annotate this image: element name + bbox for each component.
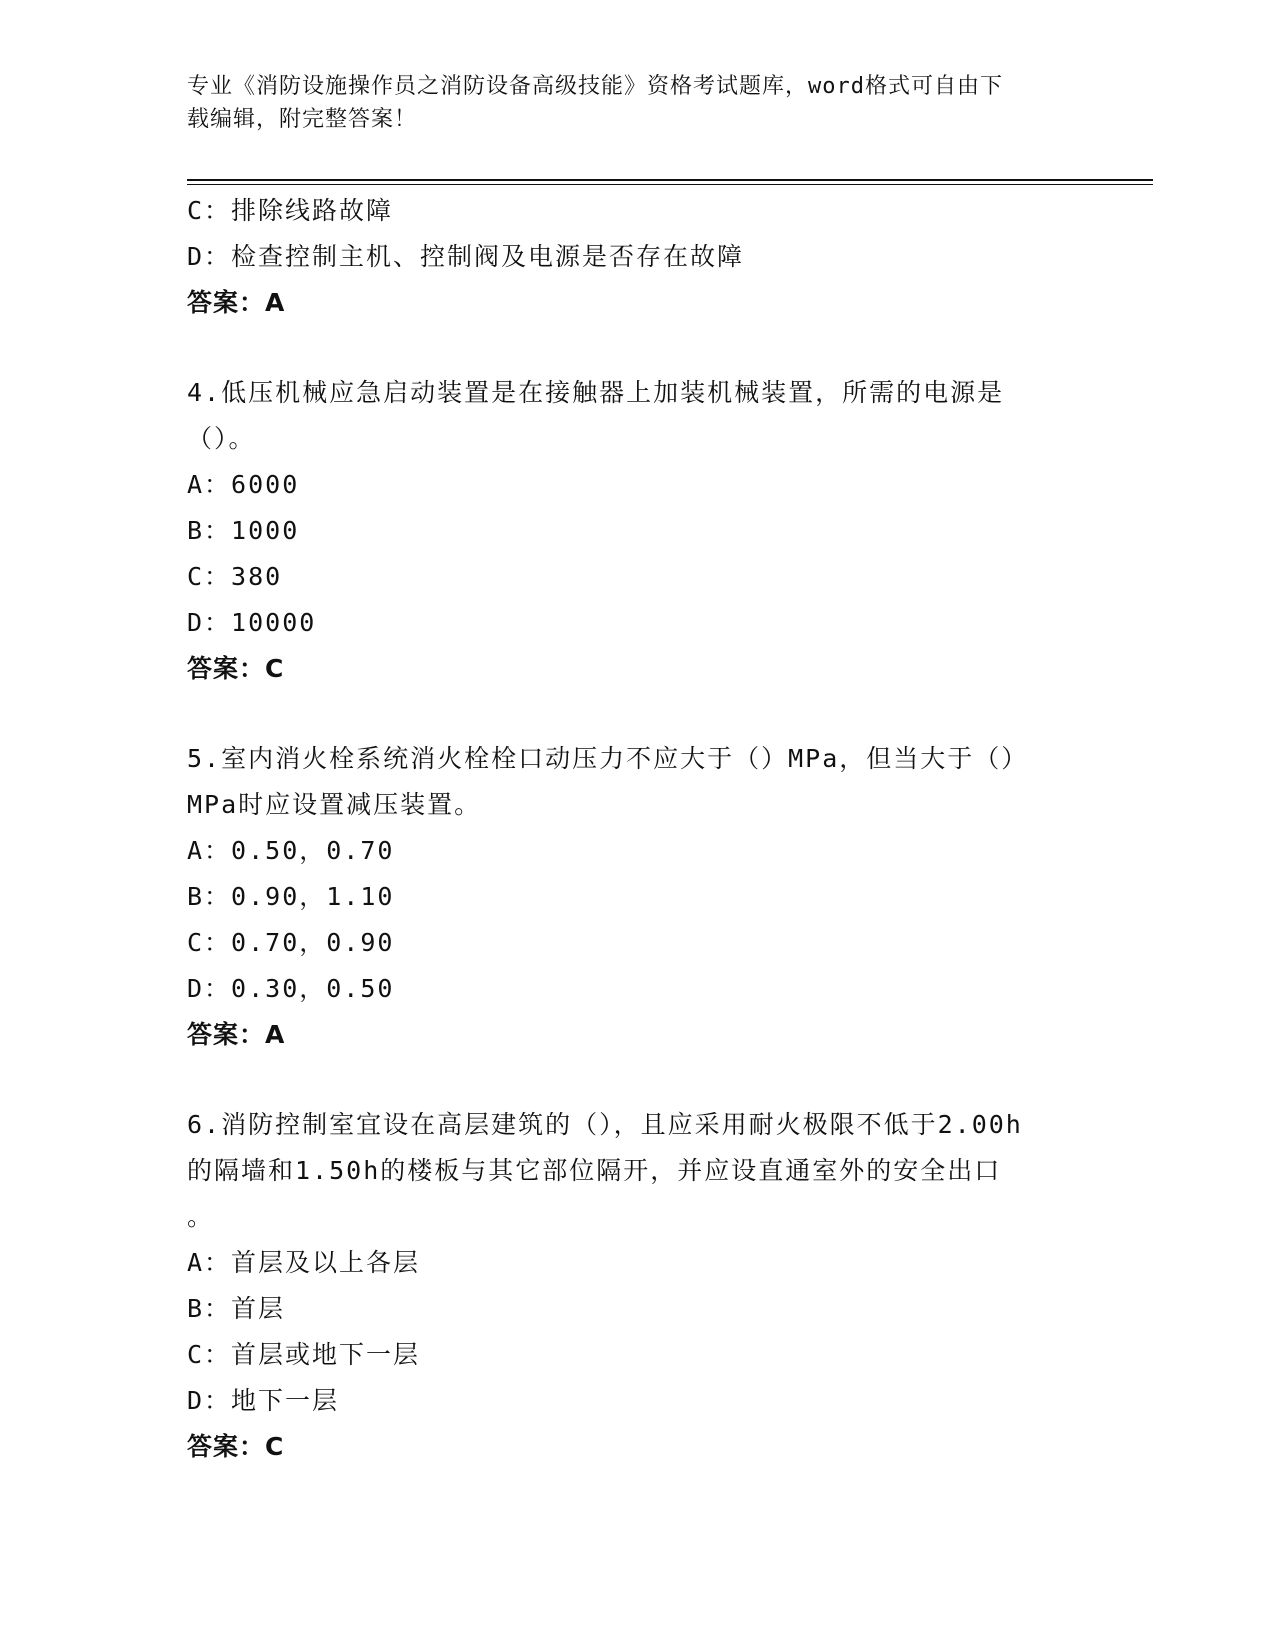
option-b: B：0.90，1.10 bbox=[187, 882, 395, 911]
question-content bbox=[187, 188, 1087, 1470]
option-c: C：排除线路故障 bbox=[187, 196, 394, 225]
option-d: D：地下一层 bbox=[187, 1386, 340, 1415]
spacer bbox=[187, 326, 1087, 370]
question-5 bbox=[187, 736, 1087, 1058]
option-a: A：6000 bbox=[187, 470, 300, 499]
option-c: C：首层或地下一层 bbox=[187, 1340, 421, 1369]
question-6 bbox=[187, 1102, 1087, 1470]
question-text-line: 4.低压机械应急启动装置是在接触器上加装机械装置，所需的电源是 bbox=[187, 378, 1005, 407]
answer-label: 答案：A bbox=[187, 288, 286, 317]
header-line-1: 专业《消防设施操作员之消防设备高级技能》资格考试题库，word格式可自由下 bbox=[187, 74, 1003, 99]
question-text-line: 5.室内消火栓系统消火栓栓口动压力不应大于（）MPa，但当大于（） bbox=[187, 744, 1029, 773]
option-b: B：1000 bbox=[187, 516, 300, 545]
header-rule-thin bbox=[187, 184, 1153, 185]
question-4 bbox=[187, 370, 1087, 692]
answer-label: 答案：C bbox=[187, 1432, 285, 1461]
spacer bbox=[187, 692, 1087, 736]
answer-label: 答案：C bbox=[187, 654, 285, 683]
spacer bbox=[187, 1058, 1087, 1102]
option-c: C：380 bbox=[187, 562, 283, 591]
option-a: A：0.50，0.70 bbox=[187, 836, 395, 865]
answer-label: 答案：A bbox=[187, 1020, 286, 1049]
header-line-2: 载编辑，附完整答案！ bbox=[187, 107, 418, 132]
page-header bbox=[187, 70, 1087, 136]
question-text-line: MPa时应设置减压装置。 bbox=[187, 790, 482, 819]
question-text-line: （）。 bbox=[187, 424, 256, 453]
header-rule-thick bbox=[187, 179, 1153, 181]
question-text-line: 的隔墙和1.50h的楼板与其它部位隔开，并应设直通室外的安全出口 bbox=[187, 1156, 1002, 1185]
question-text-line: 。 bbox=[187, 1202, 215, 1231]
option-d: D：0.30，0.50 bbox=[187, 974, 395, 1003]
question-text-line: 6.消防控制室宜设在高层建筑的（），且应采用耐火极限不低于2.00h bbox=[187, 1110, 1023, 1139]
option-a: A：首层及以上各层 bbox=[187, 1248, 421, 1277]
option-b: B：首层 bbox=[187, 1294, 286, 1323]
option-c: C：0.70，0.90 bbox=[187, 928, 395, 957]
question-3-partial bbox=[187, 188, 1087, 326]
option-d: D：检查控制主机、控制阀及电源是否存在故障 bbox=[187, 242, 745, 271]
option-d: D：10000 bbox=[187, 608, 317, 637]
